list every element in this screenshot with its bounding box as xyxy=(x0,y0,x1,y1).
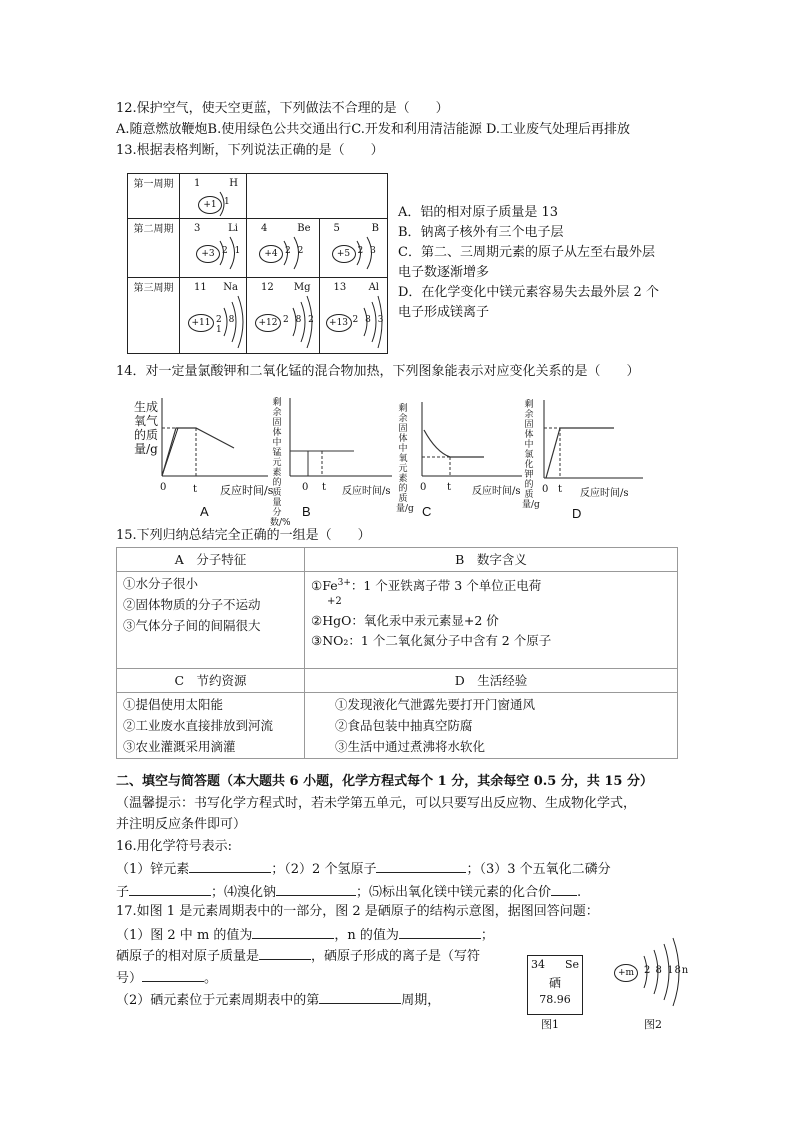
graph-d: 剩余固体中氯化钾的质量/g 0 t 反应时间/s D xyxy=(518,398,658,518)
graph-label: C xyxy=(422,504,432,519)
q13-option-a: A．铝的相对原子质量是 13 xyxy=(398,205,559,220)
answer-blank[interactable] xyxy=(276,882,356,896)
period-label: 第一周期 xyxy=(128,174,180,219)
nucleus: +1 xyxy=(198,196,222,214)
col-c-title: C 节约资源 xyxy=(117,669,305,693)
graph-a-plot xyxy=(128,396,278,496)
electron-shells-icon xyxy=(247,278,317,353)
graph-b-plot xyxy=(262,396,402,496)
col-b-items: $①Fe^{3+}$：1 个亚铁离子带 3 个单位正电荷 +2 ②HgO：氧化汞中汞元素显+2 价 ③NO₂：1 个二氧化氮分子中含有 2 个原子 xyxy=(305,572,678,669)
answer-blank[interactable] xyxy=(129,882,211,896)
section2-hint: （温馨提示：书写化学方程式时，若未学第五单元，可以只要写出反应物、生成物化学式， xyxy=(116,796,637,811)
fig1-caption: 图1 xyxy=(541,1018,559,1031)
nucleus: +4 xyxy=(259,245,283,263)
q17-stem: 17.如图 1 是元素周期表中的一部分，图 2 是硒原子的结构示意图，据图回答问题： xyxy=(116,904,599,919)
electron-shells-icon xyxy=(180,278,246,353)
answer-blank[interactable] xyxy=(259,946,311,960)
electron-shells-icon xyxy=(320,278,386,353)
answer-blank[interactable] xyxy=(399,925,481,939)
q17-line3: 号） 。 xyxy=(116,968,217,988)
graph-b: 剩余固体中锰元素的质量分数/% 0 t 反应时间/s B xyxy=(262,396,402,518)
q12-options: A.随意燃放鞭炮B.使用绿色公共交通出行C.开发和利用清洁能源 D.工业废气处理后再排放 xyxy=(116,122,631,137)
element-cell-mg: 12 Mg +12 2 8 2 xyxy=(247,278,320,354)
nucleus: +13 xyxy=(326,314,352,332)
q13-option-b: B．钠离子核外有三个电子层 xyxy=(398,225,564,240)
graph-c: 剩余固体中氧元素的质量/g 0 t 反应时间/s C xyxy=(392,400,532,518)
q13-option-c-cont: 电子数逐渐增多 xyxy=(398,265,490,280)
graph-y-label: 生成氧气的质量/g xyxy=(133,400,158,456)
col-a-title: A 分子特征 xyxy=(117,548,305,572)
graph-label: B xyxy=(302,504,311,519)
graph-y-label: 剩余固体中锰元素的质量分数/% xyxy=(270,398,291,528)
fig2-caption: 图2 xyxy=(644,1018,662,1031)
induction-table xyxy=(116,547,678,759)
col-d-items: ①发现液化气泄露先要打开门窗通风 ②食品包装中抽真空防腐 ③生活中通过煮沸将水软化 xyxy=(305,693,678,759)
element-cell-be: 4 Be +4 2 2 xyxy=(247,219,320,278)
element-cell-na: 11 Na +11 2 8 1 xyxy=(180,278,247,354)
answer-blank[interactable] xyxy=(189,859,271,873)
q12-stem: 12.保护空气，使天空更蓝，下列做法不合理的是（ ） xyxy=(116,101,449,116)
col-d-title: D 生活经验 xyxy=(305,669,678,693)
q17-line1: （1）图 2 中 m 的值为 ，n 的值为 ； xyxy=(116,925,494,945)
q16-stem: 16.用化学符号表示: xyxy=(116,839,233,854)
q17-line4: （2）硒元素位于元素周期表中的第 周期， xyxy=(116,990,440,1010)
q16-line1: （1）锌元素 ；（2）2 个氢原子 ；（3）3 个五氧化二磷分 xyxy=(116,859,611,879)
selenium-element-cell: 34 Se 硒 78.96 xyxy=(527,955,583,1015)
nucleus: +3 xyxy=(196,245,220,263)
graph-label: D xyxy=(572,506,582,521)
periodic-table xyxy=(127,173,388,354)
selenium-atom-diagram: +m 2 8 18n xyxy=(610,930,690,1010)
period-label: 第二周期 xyxy=(128,219,180,278)
q13-option-d: D．在化学变化中镁元素容易失去最外层 2 个 xyxy=(398,285,659,300)
nucleus: +11 xyxy=(188,314,214,332)
element-cell-b: 5 B +5 2 3 xyxy=(319,219,387,278)
graph-a: 生成氧气的质量/g 0 t 反应时间/s A xyxy=(128,396,278,518)
answer-blank[interactable] xyxy=(319,990,401,1004)
answer-blank[interactable] xyxy=(252,925,334,939)
q16-line2: 子 ；⑷溴化钠 ；⑸标出氧化镁中镁元素的化合价 . xyxy=(116,882,581,902)
nucleus: +5 xyxy=(332,245,356,263)
col-b-title: B 数字含义 xyxy=(305,548,678,572)
electron-shells-icon xyxy=(180,219,246,277)
q17-line2: 硒原子的相对原子质量是 ，硒原子形成的离子是（写符 xyxy=(116,946,480,966)
q13-option-c: C．第二、三周期元素的原子从左至右最外层 xyxy=(398,245,655,260)
element-cell-li: 3 Li +3 2 1 xyxy=(180,219,247,278)
nucleus: +12 xyxy=(255,314,281,332)
q14-stem: 14．对一定量氯酸钾和二氧化锰的混合物加热，下列图象能表示对应变化关系的是（ ） xyxy=(116,364,640,379)
answer-blank[interactable] xyxy=(376,859,466,873)
section2-hint-cont: 并注明反应条件即可） xyxy=(116,817,247,832)
answer-blank[interactable] xyxy=(142,968,204,982)
col-a-items: ①水分子很小 ②固体物质的分子不运动 ③气体分子间的间隔很大 xyxy=(117,572,305,669)
electron-shells-icon xyxy=(320,219,386,277)
graph-y-label: 剩余固体中氧元素的质量/g xyxy=(396,404,414,514)
element-cell-al: 13 Al +13 2 8 3 xyxy=(319,278,387,354)
q15-stem: 15.下列归纳总结完全正确的一组是（ ） xyxy=(116,528,371,543)
graph-label: A xyxy=(200,504,209,519)
electron-shells-icon xyxy=(247,219,317,277)
electron-shells-icon xyxy=(610,930,690,1010)
nucleus: +m xyxy=(614,964,638,982)
graph-d-plot xyxy=(518,398,658,496)
graph-y-label: 剩余固体中氯化钾的质量/g xyxy=(522,400,540,510)
section2-title: 二、填空与简答题（本大题共 6 小题，化学方程式每个 1 分，其余每空 0.5 分，共 15 分） xyxy=(116,774,654,789)
period-label: 第三周期 xyxy=(128,278,180,354)
col-c-items: ①提倡使用太阳能 ②工业废水直接排放到河流 ③农业灌溉采用滴灌 xyxy=(117,693,305,759)
answer-blank[interactable] xyxy=(551,882,577,896)
element-cell-h: 1 H +1 1 xyxy=(180,174,247,219)
q13-stem: 13.根据表格判断，下列说法正确的是（ ） xyxy=(116,143,384,158)
electron-shells-icon xyxy=(180,174,246,218)
q13-option-d-cont: 电子形成镁离子 xyxy=(398,305,490,320)
